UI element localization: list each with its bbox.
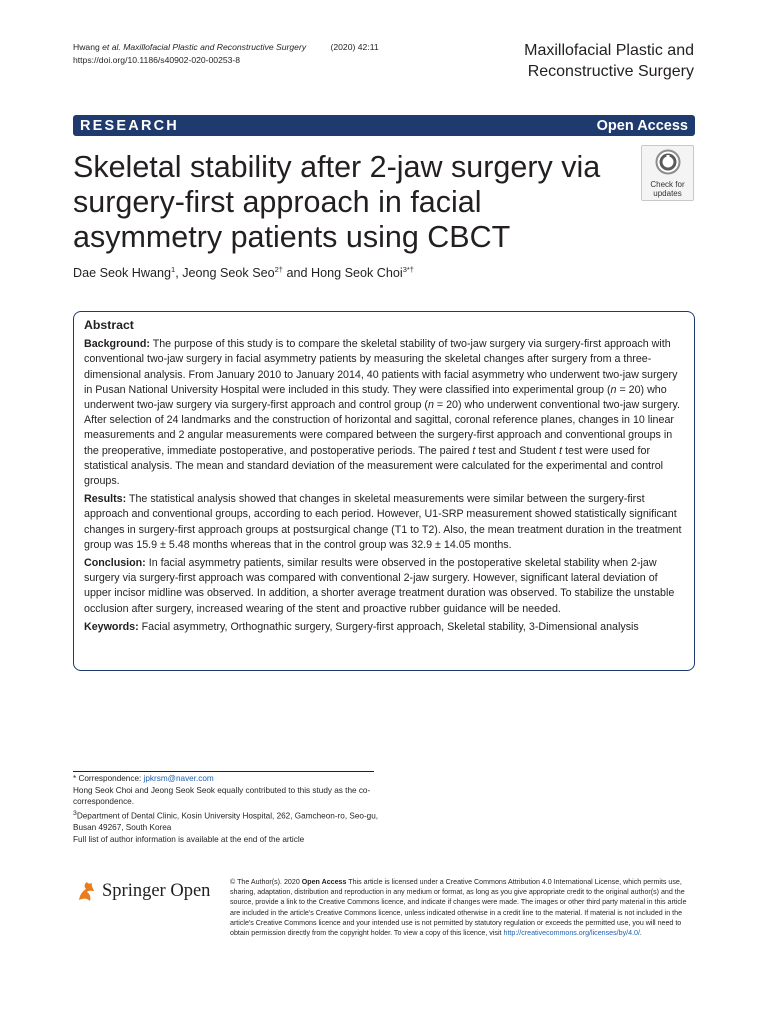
correspondence: [73, 773, 383, 785]
journal-name-line1: Maxillofacial Plastic and: [524, 42, 694, 59]
article-type-label: RESEARCH: [80, 117, 179, 134]
abstract-results: [84, 492, 684, 553]
license-open-access: Open Access: [301, 878, 347, 886]
italic-n: n: [610, 383, 617, 396]
abstract-background: [84, 337, 684, 489]
header-et-al: et al.: [102, 42, 121, 52]
italic-t: t: [472, 444, 476, 457]
correspondence-label: * Correspondence:: [73, 774, 144, 783]
author-affiliation: 3*†: [402, 265, 414, 274]
abstract-box: [73, 311, 695, 671]
results-text: The statistical analysis showed that changes in skeletal measurements were similar between the surgery-first approach and conventional groups, according to each period. However, U1-SRP measurement showed statistically significant changes in surgery-first approach groups at postsurgical change (T1 to T2). Also, the mean treatment duration in the treatment group was 15.9 ± 5.48 months whereas that in the control group was 32.9 ± 14.05 months.: [84, 493, 682, 551]
keywords-text: Facial asymmetry, Orthognathic surgery, Surgery-first approach, Skeletal stability, 3-Dimensional analysis: [138, 620, 639, 633]
author-affiliation: 2†: [274, 265, 283, 274]
footnotes: [73, 773, 383, 845]
article-type-banner: [73, 115, 695, 136]
publisher-name: Springer Open: [102, 880, 211, 901]
abstract-heading: Abstract: [84, 318, 134, 332]
background-text: = 20) who underwent conventional two-jaw surgery. After selection of 24 landmarks and the construction of horizontal and sagittal, coronal reference planes, changes in 10 linear measurements and 2 angular measurements were compared between the surgery-first approach and conventional groups in the preoperative, immediate postoperative, and postoperative periods. The paired: [84, 399, 680, 457]
affiliation-text: Department of Dental Clinic, Kosin University Hospital, 262, Gamcheon-ro, Seo-gu, Busan 49267, South Korea: [73, 811, 379, 833]
journal-name-line2: Reconstructive Surgery: [527, 63, 694, 80]
results-label: Results:: [84, 493, 127, 506]
full-author-info-note: Full list of author information is available at the end of the article: [73, 834, 305, 844]
conclusion-text: In facial asymmetry patients, similar results were observed in the postoperative skeletal stability when 2-jaw surgery via surgery-first approach was compared with conventional 2-jaw surgery. However, significant lateral deviation of upper incisor midline was observed. In addition, a shorter average treatment duration was observed. To stabilize the unstable occlusion after surgery, increased wearing of the stent and proactive rubber guidance will be needed.: [84, 557, 675, 615]
header-doi-link[interactable]: https://doi.org/10.1186/s40902-020-00253-8: [73, 55, 241, 65]
author-name[interactable]: Jeong Seok Seo: [182, 266, 275, 281]
footnote-divider: [73, 771, 374, 772]
license-statement: [230, 877, 696, 938]
open-access-label: Open Access: [596, 117, 688, 134]
header-year-volume: (2020) 42:11: [330, 42, 379, 52]
check-updates-line2: updates: [653, 188, 682, 198]
background-text: The purpose of this study is to compare the skeletal stability of two-jaw surgery via surgery-first approach with conventional two-jaw surgery in facial asymmetry patients by measuring the skeletal changes after surgery from a three-dimensional analysis. From January 2010 to January 2014, 40 patients with facial asymmetry who underwent two-jaw surgery in Pusan National University Hospital were included in this study. They were classified into experimental group (: [84, 338, 678, 396]
keywords-label: Keywords:: [84, 620, 139, 633]
license-text: This article is licensed under a Creative Commons Attribution 4.0 International License, which permits use, sharing, adaptation, distribution and reproduction in any medium or format, as long as you give appropriate credit to the original author(s) and the source, provide a link to the Creative Commons licence, and indicate if changes were made. The images or other third party material in this article are included in the article's Creative Commons licence, unless indicated otherwise in a credit line to the material. If material is not included in the article's Creative Commons licence and your intended use is not permitted by statutory regulation or exceeds the permitted use, you will need to obtain permission directly from the copyright holder. To view a copy of this licence, visit: [230, 878, 687, 938]
affiliation-note: [73, 808, 383, 834]
equal-contribution-note: Hong Seok Choi and Jeong Seok Seok equally contributed to this study as the co-correspondence.: [73, 785, 371, 807]
correspondence-email-link[interactable]: jpkrsm@naver.com: [143, 774, 214, 783]
abstract-conclusion: [84, 556, 684, 617]
affiliation-sup: 3: [73, 809, 77, 817]
header-author: Hwang: [73, 42, 100, 52]
background-text: = 20) who underwent two-jaw surgery via surgery-first approach and control group (: [84, 383, 667, 412]
check-updates-line1: Check for: [650, 180, 685, 189]
author-separator: ,: [175, 266, 183, 281]
author-separator: and: [282, 266, 311, 281]
license-url-link[interactable]: http://creativecommons.org/licenses/by/4.0/: [503, 929, 640, 938]
background-text: test were used for statistical analysis. The mean and standard deviation of the measurement were calculated for the experimental and control groups.: [84, 444, 664, 488]
header-journal: Maxillofacial Plastic and Reconstructive Surgery: [123, 42, 307, 52]
springer-open-logo: [75, 876, 215, 906]
author-name[interactable]: Dae Seok Hwang: [73, 266, 172, 281]
author-name[interactable]: Hong Seok Choi: [310, 266, 403, 281]
running-header: [73, 41, 379, 67]
check-updates-icon: [655, 149, 681, 175]
conclusion-label: Conclusion:: [84, 557, 146, 570]
check-for-updates-button[interactable]: [641, 145, 694, 201]
italic-t: t: [559, 444, 563, 457]
author-affiliation: 1: [171, 265, 176, 274]
journal-name: [474, 40, 694, 82]
background-label: Background:: [84, 338, 150, 351]
license-text: © The Author(s). 2020: [230, 878, 302, 886]
springer-horse-icon: [75, 879, 97, 903]
italic-n: n: [427, 399, 434, 412]
author-list: [73, 265, 414, 280]
background-text: test and Student: [475, 444, 560, 457]
article-title: Skeletal stability after 2-jaw surgery via surgery-first approach in facial asymmetry patients using CBCT: [73, 150, 601, 254]
license-text: .: [639, 929, 642, 938]
abstract-keywords: [84, 620, 684, 635]
